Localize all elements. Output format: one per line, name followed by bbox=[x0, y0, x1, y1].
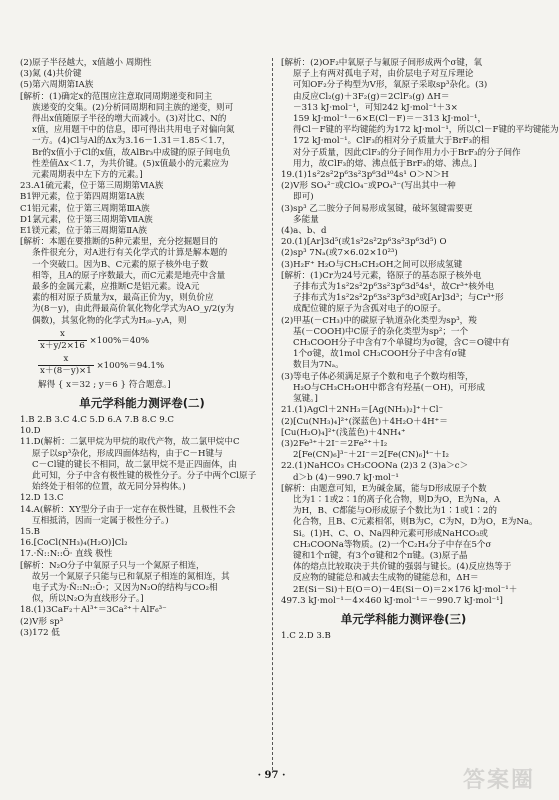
page-number: · 97 · bbox=[257, 770, 286, 781]
answer-line: 2E(Si－Si)＋E(O＝O)－4E(Si－O)＝2×176 kJ·mol⁻¹＋ bbox=[293, 584, 518, 595]
answer-line: 用力，故ClF₃的熔、沸点低于BrF₃的熔、沸点。] bbox=[293, 158, 477, 169]
answer-line: 性差值Δx＜1.7，为共价键。(5)x值最小的元素应为 bbox=[32, 158, 229, 169]
answer-line: 偶数)，其氢化物的化学式为H₍₈₋y₎A，则 bbox=[32, 315, 187, 326]
answer-line: (3)172 低 bbox=[20, 627, 60, 638]
answer-line: D1氯元素，位于第三周期第ⅦA族 bbox=[20, 214, 153, 225]
answer-line: (5)第六周期第ⅠA族 bbox=[20, 80, 94, 91]
answer-line: (4)a、b、d bbox=[281, 226, 327, 237]
answer-line: 1个σ键，故1mol CH₃COOH分子中含有σ键 bbox=[293, 349, 467, 360]
answer-line: 似，所以N₂O为直线形分子。] bbox=[32, 594, 144, 605]
answer-line: 此可知，分子中含有极性键的极性分子。分子中两个Cl原子 bbox=[32, 470, 257, 481]
answer-line: 16.[CoCl(NH₃)₄(H₂O)]Cl₂ bbox=[20, 538, 128, 549]
watermark-text: 答案圈 bbox=[462, 768, 535, 793]
answer-line: 为H，B、C都能与O形成原子个数比为1∶1或1∶2的 bbox=[293, 506, 497, 517]
answer-line: 反应物的键能总和减去生成物的键能总和，ΔH＝ bbox=[293, 573, 479, 584]
section-title-2: 单元学科能力测评卷(二) bbox=[79, 395, 205, 410]
answer-line: 元素周期表中左下方的元素。] bbox=[32, 170, 143, 181]
fraction-2 bbox=[38, 354, 94, 377]
answer-line: C1铝元素，位于第三周期第ⅢA族 bbox=[20, 203, 150, 214]
answer-line: 化合物，且B、C元素相邻，则B为C，C为N，D为O，E为Na。 bbox=[293, 517, 538, 528]
fraction-2-numerator: x bbox=[38, 354, 94, 366]
answer-line: 条件很充分，对A进行有关化学式的计算是解本题的 bbox=[32, 248, 228, 259]
answer-line: (3)2Fe³⁺＋2I⁻＝2Fe²⁺＋I₂ bbox=[281, 438, 388, 449]
answer-line: [解析：由题意可知，E为碱金属，能与D形成原子个数 bbox=[281, 483, 487, 494]
answer-line: 17.·N̈::N::Ö· 直线 极性 bbox=[20, 549, 113, 560]
answer-line: (2)V形 SO₄²⁻或ClO₄⁻或PO₄³⁻(写出其中一种 bbox=[281, 181, 456, 192]
answer-line: 一方。(4)Cl与Al的Δx为3.16－1.31＝1.85＜1.7， bbox=[32, 136, 231, 147]
answer-line: 159 kJ·mol⁻¹－6×E(Cl－F)＝－313 kJ·mol⁻¹， bbox=[293, 114, 487, 125]
answer-line: 11.D(解析：二氯甲烷为甲烷的取代产物，故二氯甲烷中C bbox=[20, 437, 240, 448]
answer-line: 14.A(解析：XY型分子由于一定存在极性键，且极性不会 bbox=[20, 504, 236, 515]
answer-line: 多能量 bbox=[293, 214, 319, 225]
answer-line: [解析：(1)确定x的范围应注意取同周期递变和同主 bbox=[20, 91, 213, 102]
answer-line: 1.C 2.D 3.B bbox=[281, 630, 331, 641]
formula-block bbox=[20, 329, 264, 391]
answer-line: (2)sp³ 7Nₐ(或7×6.02×10²³) bbox=[281, 248, 398, 259]
answer-line: (3)H₂F⁺ H₂O与CH₃CH₂OH之间可以形成氢键 bbox=[281, 259, 463, 270]
answer-line: 原子上有两对孤电子对，由价层电子对互斥理论 bbox=[293, 69, 474, 80]
answer-line: 子排布式为1s²2s²2p⁶3s²3p⁶3d³或[Ar]3d³；与Cr³⁺形 bbox=[293, 293, 504, 304]
answer-line: 成配位键的原子为含孤对电子的O原子。 bbox=[293, 304, 447, 315]
answer-line: 2[Fe(CN)₆]³⁻＋2I⁻＝2[Fe(CN)₆]⁴⁻＋I₂ bbox=[293, 450, 449, 461]
answer-line: 可知OF₂分子构型为V形，氧原子采取sp³杂化。(3) bbox=[293, 80, 488, 91]
watermark-logo bbox=[449, 760, 535, 794]
answer-line: －313 kJ·mol⁻¹，可知242 kJ·mol⁻¹＋3× bbox=[293, 102, 458, 113]
right-answers-part2 bbox=[281, 631, 526, 642]
answer-line: (2)甲基(－CH₃)中的碳原子轨道杂化类型为sp³，羧 bbox=[281, 315, 477, 326]
answer-line: (2)原子半径越大，x值越小 周期性 bbox=[20, 58, 152, 68]
answer-line: 为(8－y)，由此得最高价氧化物化学式为AO_y/2(y为 bbox=[32, 304, 235, 315]
answer-line: 原子以sp³杂化，形成四面体结构，由于C－H键与 bbox=[32, 448, 223, 459]
answer-line: 氢键。] bbox=[293, 394, 318, 405]
answer-line: (3)sp³ 乙二胺分子间易形成氢键，破坏氢键需要更 bbox=[281, 203, 473, 214]
formula-line-1 bbox=[38, 329, 264, 352]
formula-line-2 bbox=[38, 354, 264, 377]
answer-line: 12.D 13.C bbox=[20, 493, 64, 504]
answer-line: 15.B bbox=[20, 526, 40, 537]
answer-line: (3)等电子体必须满足原子个数和电子个数均相等， bbox=[281, 371, 474, 382]
right-answers-part1 bbox=[281, 58, 559, 607]
fraction-2-denominator: x＋(8－y)×1 bbox=[40, 366, 92, 377]
answer-line: 10.D bbox=[20, 426, 41, 437]
answer-line: 比为1∶1或2∶1的离子化合物，则D为O，E为Na，A bbox=[293, 494, 501, 505]
right-column bbox=[281, 58, 559, 642]
answer-line: (2)[Cu(NH₃)₄]²⁺(深蓝色)＋4H₂O＋4H⁺＝ bbox=[281, 416, 448, 427]
fraction-1-rhs: ×100%＝40% bbox=[89, 336, 149, 347]
answer-line: [Cu(H₂O)₄]²⁺(浅蓝色)＋4NH₄⁺ bbox=[281, 427, 406, 438]
answer-line: 互相抵消，因而一定属于极性分子。) bbox=[32, 515, 169, 526]
answer-line: 相等，且A的原子序数最大，而C元素是地壳中含量 bbox=[32, 270, 226, 281]
answer-line: [解析：(1)Cr为24号元素，铬原子的基态原子核外电 bbox=[281, 270, 482, 281]
answer-line: Si。(1)H、C、O、Na四种元素可形成NaHCO₃或 bbox=[293, 528, 488, 539]
left-column bbox=[20, 58, 264, 639]
answer-line: 172 kJ·mol⁻¹。ClF₃的相对分子质量大于BrF₃的相 bbox=[293, 136, 490, 147]
answer-line: 体的熔点比较取决于共价键的强弱与键长。(4)反应热等于 bbox=[293, 562, 512, 573]
answer-line: 即可) bbox=[293, 192, 314, 203]
answer-line: 由反应Cl₂(g)＋3F₂(g)＝2ClF₃(g) ΔH＝ bbox=[293, 91, 450, 102]
left-answers-part1 bbox=[20, 58, 264, 327]
answer-line: H₂O与CH₃CH₂OH中都含有羟基(－OH)，可形成 bbox=[293, 382, 485, 393]
answer-line: 18.(1)3CaF₂＋Al³⁺＝3Ca²⁺＋AlF₆³⁻ bbox=[20, 605, 167, 616]
answer-line: 子排布式为1s²2s²2p⁶3s²3p⁶3d⁵4s¹，故Cr³⁺核外电 bbox=[293, 282, 495, 293]
answer-line: 22.(1)NaHCO₃ CH₃COONa (2)3 2 (3)a＞c＞ bbox=[281, 461, 469, 472]
answer-line: 基(－COOH)中C原子的杂化类型为sp²；一个 bbox=[293, 326, 469, 337]
answer-line: 1.B 2.B 3.C 4.C 5.D 6.A 7.B 8.C 9.C bbox=[20, 414, 174, 425]
answer-line: 得Cl－F键的平均键能约为172 kJ·mol⁻¹，所以Cl－F键的平均键能为 bbox=[293, 125, 559, 136]
answer-line: C－Cl键的键长不相同，故二氯甲烷不是正四面体，由 bbox=[32, 459, 237, 470]
answer-line: (3)氮 (4)共价键 bbox=[20, 69, 82, 80]
answer-line: [解析：(2)OF₂中氧原子与氟原子间形成两个σ键，氧 bbox=[281, 58, 483, 68]
solve-line: 解得 { x＝32 ; y＝6 } 符合题意。] bbox=[38, 379, 171, 390]
answer-line: [解析：N₂O分子中氧原子只与一个氮原子相连， bbox=[20, 560, 205, 571]
fraction-2-rhs: ×100%＝94.1% bbox=[96, 361, 165, 372]
answer-line: 19.(1)1s²2s²2p⁶3s²3p⁶3d¹⁰4s¹ O＞N＞H bbox=[281, 170, 449, 181]
answer-line: 数目为7Nₐ。 bbox=[293, 360, 344, 371]
section-title-3: 单元学科能力测评卷(三) bbox=[340, 611, 467, 626]
answer-line: x值，应用题干中的信息，即可得出共用电子对偏向氮 bbox=[32, 125, 235, 136]
answer-line: B1钾元素，位于第四周期第ⅠA族 bbox=[20, 192, 145, 203]
fraction-1-numerator: x bbox=[38, 329, 87, 341]
answer-line: 对分子质量，因此ClF₃的分子间作用力小于BrF₃的分子间作 bbox=[293, 147, 521, 158]
answer-line: 21.(1)AgCl＋2NH₃＝[Ag(NH₃)₂]⁺＋Cl⁻ bbox=[281, 405, 443, 416]
column-divider bbox=[272, 58, 273, 770]
answer-line: CH₃COOH分子中含有7个单键均为σ键，含C＝O键中有 bbox=[293, 338, 510, 349]
answer-line: 23.A1硫元素，位于第三周期第ⅥA族 bbox=[20, 181, 164, 192]
answer-line: (2)V形 sp³ bbox=[20, 616, 64, 627]
answer-line: 得出x值随原子半径的增大而减小。(3)对比C、N的 bbox=[32, 114, 227, 125]
answer-line: 497.3 kJ·mol⁻¹－4×460 kJ·mol⁻¹＝－990.7 kJ·mol⁻¹] bbox=[281, 595, 503, 606]
answer-line: Br的x值小于Cl的x值，故AlBr₃中成键的原子间电负 bbox=[32, 147, 231, 158]
answer-line: d＞b (4)－990.7 kJ·mol⁻¹ bbox=[293, 472, 399, 483]
left-answers-part2 bbox=[20, 415, 264, 639]
answer-line: 始终处于相邻的位置，故无同分异构体。) bbox=[32, 482, 186, 493]
answer-line: 族递变的交集。(2)分析同周期和同主族的递变，则可 bbox=[32, 102, 234, 113]
answer-line: [解析：本题在要推断的5种元素里，充分挖掘题目的 bbox=[20, 237, 218, 248]
answer-line: 键和1个π键，有3个σ键和2个π键。(3)原子晶 bbox=[293, 550, 468, 561]
answer-line: 一个突破口。因为B、C元素的原子核外电子数 bbox=[32, 259, 209, 270]
answer-line: CH₃COONa等物质。(2)一个C₂H₄分子中存在5个σ bbox=[293, 539, 492, 550]
fraction-1-denominator: x＋y/2×16 bbox=[40, 341, 85, 352]
fraction-1 bbox=[38, 329, 87, 352]
answer-line: 20.(1)[Ar]3d⁵(或1s²2s²2p⁶3s²3p⁶3d⁵) O bbox=[281, 237, 447, 248]
answer-line: 最多的金属元素，应推断C是铝元素。设A元 bbox=[32, 282, 200, 293]
answer-line: E1镁元素，位于第三周期第ⅡA族 bbox=[20, 226, 147, 237]
answer-line: 电子式为·N̈::N::Ö·；又因为N₂O的结构与CO₂相 bbox=[32, 582, 218, 593]
answer-line: 素的相对原子质量为x，最高正价为y，则负价应 bbox=[32, 293, 214, 304]
answer-line: 故另一个氮原子只能与已和氧原子相连的氮相连，其 bbox=[32, 571, 230, 582]
